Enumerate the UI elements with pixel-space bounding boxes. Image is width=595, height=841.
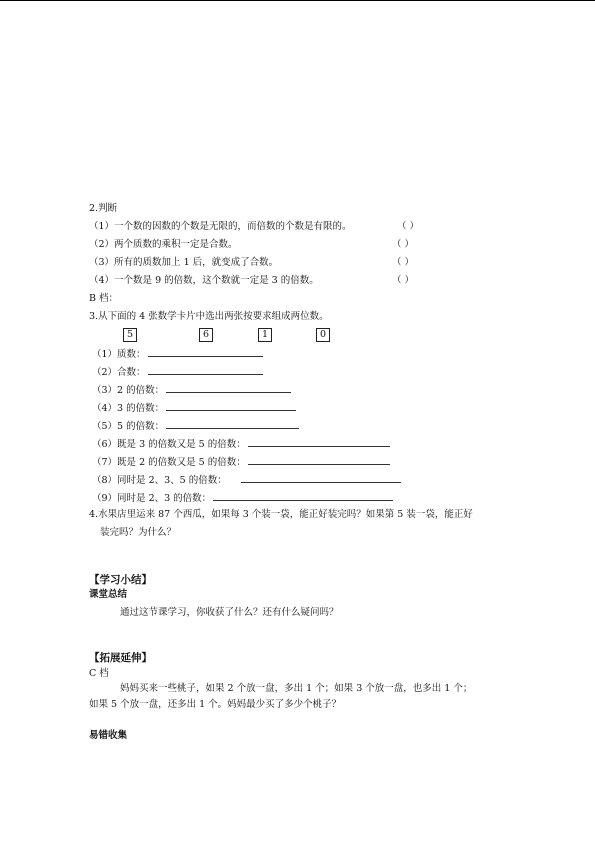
- answer-paren[interactable]: （ ）: [397, 221, 420, 232]
- answer-blank[interactable]: [166, 419, 299, 429]
- fill-item-2: [92, 365, 263, 379]
- extension-heading: 【拓展延伸】: [89, 652, 152, 664]
- number-card-0: 0: [316, 328, 330, 342]
- summary-subheading: 课堂总结: [89, 589, 128, 600]
- number-card-1: 1: [258, 328, 272, 342]
- answer-blank[interactable]: [248, 437, 390, 447]
- level-b-label: B 档：: [89, 293, 119, 304]
- answer-blank[interactable]: [213, 491, 393, 501]
- judge-item-4: [89, 275, 415, 287]
- fill-item-label: （6）既是 3 的倍数又是 5 的倍数：: [92, 439, 246, 450]
- extension-line-2: 如果 5 个放一盘，还多出 1 个。妈妈最少买了多少个桃子？: [89, 699, 342, 710]
- judge-item-text: （2）两个质数的乘积一定是合数。: [89, 239, 238, 250]
- page-top-border: [0, 0, 595, 1]
- judge-item-1: [89, 221, 420, 233]
- fill-item-label: （8）同时是 2、3、5 的倍数：: [92, 475, 227, 486]
- fill-item-label: （9）同时是 2、3 的倍数：: [92, 493, 212, 504]
- answer-blank[interactable]: [148, 347, 263, 357]
- section-2-title: 2.判断: [89, 203, 118, 214]
- answer-blank[interactable]: [241, 473, 401, 483]
- fill-item-7: [92, 455, 390, 469]
- number-card-5: 5: [123, 328, 137, 342]
- fill-item-3: [92, 383, 291, 397]
- answer-blank[interactable]: [166, 383, 291, 393]
- answer-blank[interactable]: [148, 365, 263, 375]
- fill-item-label: （3）2 的倍数：: [92, 385, 165, 396]
- fill-item-5: [92, 419, 299, 433]
- judge-item-text: （1）一个数的因数的个数是无限的，而倍数的个数是有限的。: [89, 221, 352, 232]
- answer-paren[interactable]: （ ）: [392, 257, 415, 268]
- section-3-title: 3.从下面的 4 张数学卡片中选出两张按要求组成两位数。: [89, 311, 329, 322]
- section-4-line-2: 装完吗？为什么？: [100, 527, 177, 538]
- fill-item-6: [92, 437, 390, 451]
- fill-item-label: （1）质数：: [92, 349, 146, 360]
- answer-paren[interactable]: （ ）: [392, 275, 415, 286]
- fill-item-label: （2）合数：: [92, 367, 146, 378]
- number-card-6: 6: [199, 328, 213, 342]
- level-c-label: C 档: [89, 668, 109, 679]
- fill-item-label: （4）3 的倍数：: [92, 403, 165, 414]
- error-collection-heading: 易错收集: [89, 730, 128, 741]
- judge-item-3: [89, 257, 415, 269]
- section-4-line-1: 4.水果店里运来 87 个西瓜，如果每 3 个装一袋，能正好装完吗？如果第 5 装一袋，能正好: [89, 509, 473, 520]
- summary-heading: 【学习小结】: [89, 574, 152, 586]
- fill-item-1: [92, 347, 263, 361]
- fill-item-label: （7）既是 2 的倍数又是 5 的倍数：: [92, 457, 246, 468]
- fill-item-4: [92, 401, 296, 415]
- answer-blank[interactable]: [248, 455, 390, 465]
- answer-blank[interactable]: [166, 401, 296, 411]
- judge-item-2: [89, 239, 415, 251]
- fill-item-8: [92, 473, 401, 487]
- extension-line-1: 妈妈买来一些桃子，如果 2 个放一盘，多出 1 个；如果 3 个放一盘，也多出 1 个；: [120, 683, 473, 694]
- summary-text: 通过这节课学习，你收获了什么？还有什么疑问吗？: [120, 607, 339, 618]
- judge-item-text: （3）所有的质数加上 1 后，就变成了合数。: [89, 257, 279, 268]
- fill-item-9: [92, 491, 393, 505]
- judge-item-text: （4）一个数是 9 的倍数，这个数就一定是 3 的倍数。: [89, 275, 319, 286]
- fill-item-label: （5）5 的倍数：: [92, 421, 165, 432]
- answer-paren[interactable]: （ ）: [392, 239, 415, 250]
